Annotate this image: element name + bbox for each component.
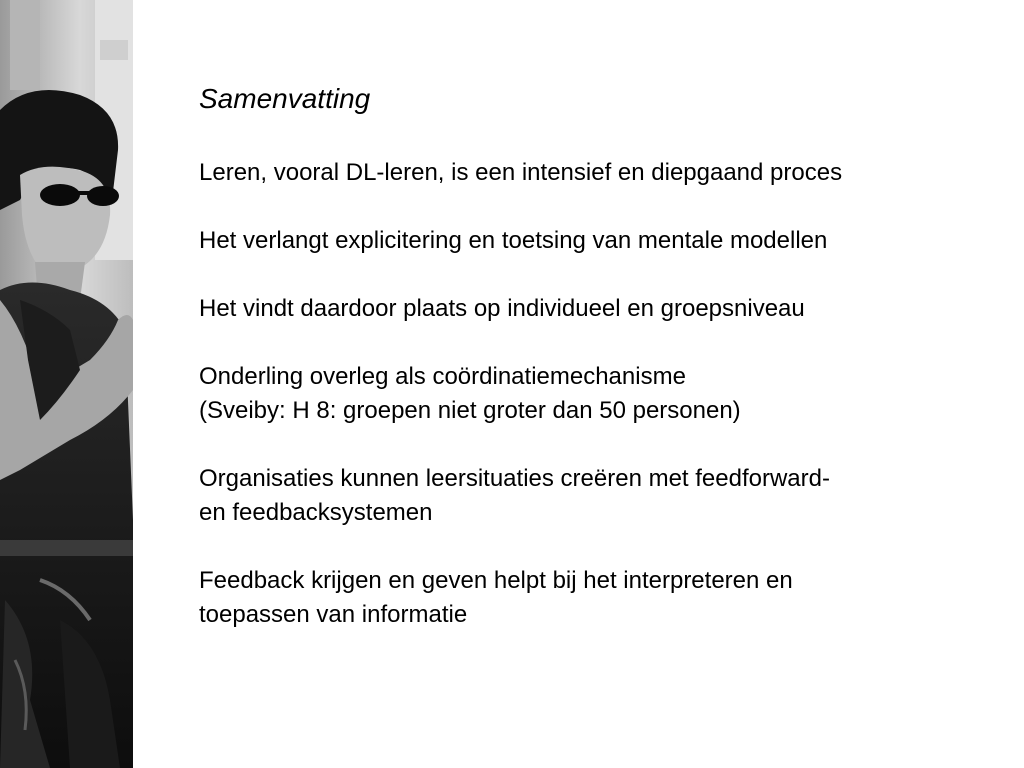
slide-title: Samenvatting — [199, 83, 371, 114]
summary-point — [199, 360, 999, 428]
summary-point — [199, 462, 999, 530]
summary-point — [199, 224, 999, 258]
point-line: (Sveiby: H 8: groepen niet groter dan 50 personen) — [199, 397, 741, 424]
summary-point — [199, 564, 999, 632]
point-line: Feedback krijgen en geven helpt bij het interpreteren en — [199, 567, 793, 594]
point-line: Het verlangt explicitering en toetsing van mentale modellen — [199, 227, 828, 254]
summary-point — [199, 156, 999, 190]
point-line: Het vindt daardoor plaats op individueel en groepsniveau — [199, 295, 805, 322]
point-line: toepassen van informatie — [199, 601, 468, 628]
point-line: Organisaties kunnen leersituaties creëren met feedforward- — [199, 465, 830, 492]
point-line: Leren, vooral DL-leren, is een intensief en diepgaand proces — [199, 159, 843, 186]
slide-content — [199, 76, 999, 666]
point-line: en feedbacksystemen — [199, 499, 433, 526]
point-line: Onderling overleg als coördinatiemechanisme — [199, 363, 686, 390]
side-photo — [0, 0, 133, 768]
summary-point — [199, 292, 999, 326]
